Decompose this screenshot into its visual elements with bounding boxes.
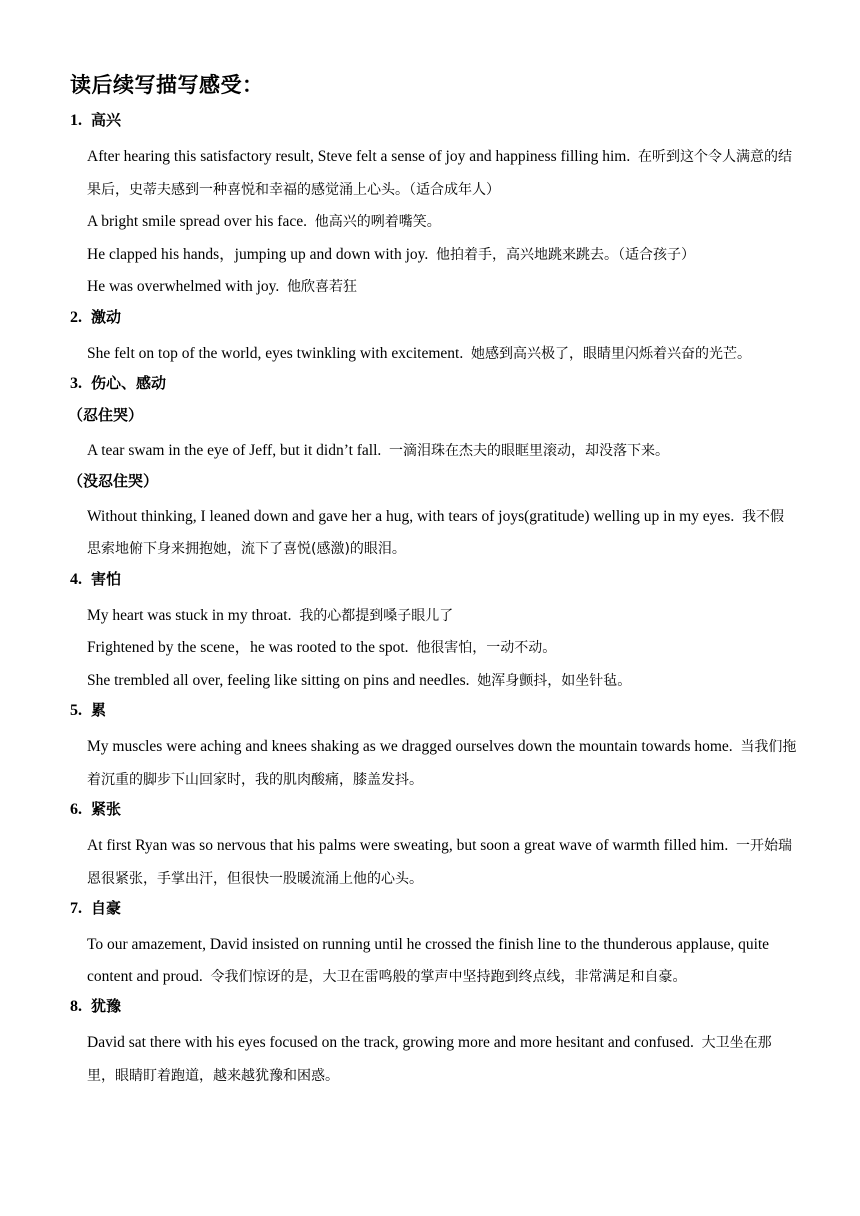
section-heading xyxy=(70,109,860,132)
section-number: 2. xyxy=(70,308,82,326)
section-heading xyxy=(70,568,860,591)
example-sentence xyxy=(87,665,797,698)
example-sentence xyxy=(87,271,797,304)
chinese-translation: 令我们惊讶的是，大卫在雷鸣般的掌声中坚持跑到终点线，非常满足和自豪。 xyxy=(210,968,687,985)
chinese-translation: 一开始瑞恩很紧张，手掌出汗，但很快一股暖流涌上他的心头。 xyxy=(87,838,792,887)
chinese-translation: 我的心都提到嗓子眼儿了 xyxy=(299,607,454,624)
example-sentence xyxy=(87,141,797,206)
english-text: A bright smile spread over his face. xyxy=(87,213,307,230)
section-heading xyxy=(70,897,860,920)
english-text: David sat there with his eyes focused on the track, growing more and more hesitant and confused. xyxy=(87,1034,694,1051)
section-heading xyxy=(70,798,860,821)
section-number: 8. xyxy=(70,998,82,1015)
section-number: 5. xyxy=(70,702,82,719)
english-text: My heart was stuck in my throat. xyxy=(87,606,292,624)
section-title: 激动 xyxy=(91,307,122,326)
chinese-translation: 她感到高兴极了，眼睛里闪烁着兴奋的光芒。 xyxy=(470,345,751,362)
section-heading xyxy=(70,372,860,395)
sub-heading: （忍住哭） xyxy=(68,406,144,424)
english-text: After hearing this satisfactory result, Steve felt a sense of joy and happiness filling him. xyxy=(87,148,631,165)
section-title: 自豪 xyxy=(91,899,122,917)
entry-group xyxy=(70,338,860,371)
section-number: 4. xyxy=(70,570,82,588)
example-sentence xyxy=(87,929,797,993)
example-sentence xyxy=(87,239,797,272)
chinese-translation: 他高兴的咧着嘴笑。 xyxy=(314,214,441,230)
chinese-translation: 当我们拖着沉重的脚步下山回家时，我的肌肉酸痛，膝盖发抖。 xyxy=(87,739,797,788)
example-sentence xyxy=(87,435,797,468)
chinese-translation: 一滴泪珠在杰夫的眼眶里滚动，却没落下来。 xyxy=(389,443,670,459)
english-text: At first Ryan was so nervous that his palms were sweating, but soon a great wave of warmth filled him. xyxy=(87,837,729,854)
english-text: She trembled all over, feeling like sitting on pins and needles. xyxy=(87,671,470,689)
entry-group xyxy=(70,141,860,304)
english-text: Frightened by the scene，he was rooted to the spot. xyxy=(87,639,409,656)
section-title: 害怕 xyxy=(91,569,122,588)
example-sentence xyxy=(87,830,797,895)
section-title: 犹豫 xyxy=(91,997,122,1015)
example-sentence xyxy=(87,600,797,633)
entry-group xyxy=(70,830,860,895)
entry-group xyxy=(70,404,860,468)
section-number: 7. xyxy=(70,900,82,917)
page-title: 读后续写描写感受： xyxy=(70,73,264,97)
chinese-translation: 在听到这个令人满意的结果后，史蒂夫感到一种喜悦和幸福的感觉涌上心头。（适合成年人） xyxy=(87,149,792,198)
english-text: My muscles were aching and knees shaking as we dragged ourselves down the mountain towards home. xyxy=(87,738,733,755)
section-title: 紧张 xyxy=(91,800,122,818)
section-list xyxy=(70,109,860,1092)
english-text: He clapped his hands，jumping up and down with joy. xyxy=(87,245,429,263)
section-heading xyxy=(70,995,860,1018)
chinese-translation: 大卫坐在那里，眼睛盯着跑道，越来越犹豫和困惑。 xyxy=(87,1035,772,1084)
example-sentence xyxy=(87,501,797,566)
example-sentence xyxy=(87,206,797,239)
section-number: 1. xyxy=(70,112,82,129)
chinese-translation: 她浑身颤抖，如坐针毡。 xyxy=(477,672,632,689)
example-sentence xyxy=(87,1027,797,1092)
entry-group xyxy=(70,600,860,698)
entry-group xyxy=(70,1027,860,1092)
english-text: She felt on top of the world, eyes twinkling with excitement. xyxy=(87,344,464,362)
section-title: 累 xyxy=(91,701,107,719)
entry-group xyxy=(70,470,860,566)
chinese-translation: 我不假思索地俯下身来拥抱她，流下了喜悦(感激)的眼泪。 xyxy=(87,508,784,557)
section-heading xyxy=(70,306,860,329)
english-text: He was overwhelmed with joy. xyxy=(87,278,280,295)
example-sentence xyxy=(87,731,797,796)
english-text: A tear swam in the eye of Jeff, but it didn’t fall. xyxy=(87,442,382,459)
entry-group xyxy=(70,929,860,993)
english-text: To our amazement, David insisted on running until he crossed the finish line to the thunderous applause, quite content and proud. xyxy=(87,936,770,985)
section-title: 高兴 xyxy=(91,111,122,129)
chinese-translation: 他拍着手，高兴地跳来跳去。（适合孩子） xyxy=(436,246,695,263)
section-title: 伤心、感动 xyxy=(91,374,167,392)
entry-group xyxy=(70,731,860,796)
example-sentence xyxy=(87,338,797,371)
english-text: Without thinking, I leaned down and gave her a hug, with tears of joys(gratitude) welling up in my eyes. xyxy=(87,507,735,525)
chinese-translation: 他欣喜若狂 xyxy=(287,279,358,295)
chinese-translation: 他很害怕，一动不动。 xyxy=(416,640,557,656)
sub-heading: （没忍住哭） xyxy=(68,471,159,490)
section-number: 6. xyxy=(70,801,82,818)
example-sentence xyxy=(87,632,797,665)
section-heading xyxy=(70,699,860,722)
section-number: 3. xyxy=(70,375,82,392)
